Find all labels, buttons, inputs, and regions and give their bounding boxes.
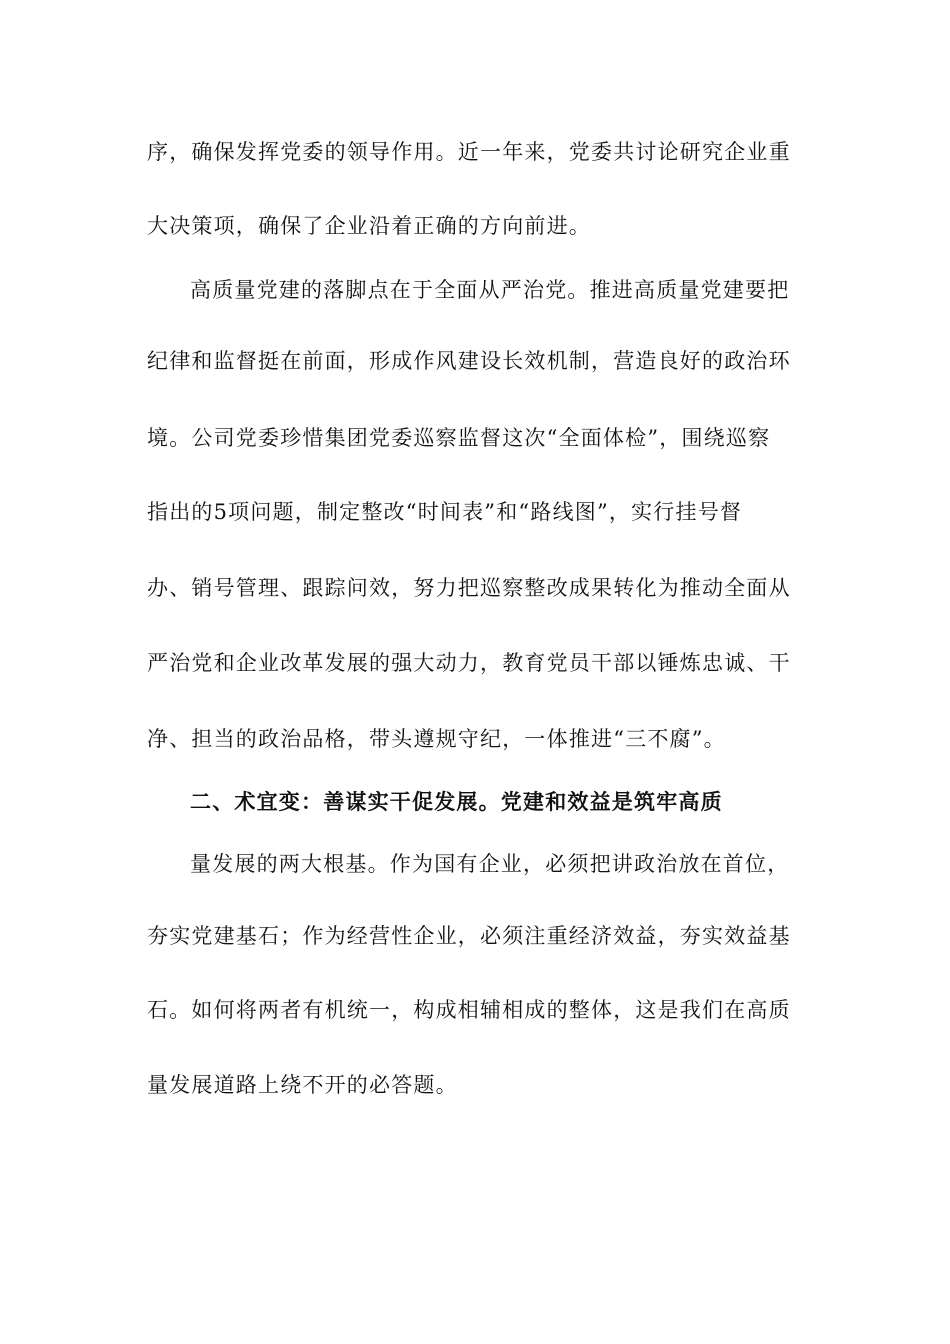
text-line: 大决策项，确保了企业沿着正确的方向前进。 bbox=[147, 214, 591, 238]
section-heading: 二、术宜变：善谋实干促发展。党建和效益是筑牢高质 bbox=[190, 790, 723, 814]
text-line: 指出的5项问题，制定整改“时间表”和“路线图”，实行挂号督 bbox=[147, 500, 743, 524]
text-line: 净、担当的政治品格，带头遵规守纪，一体推进“三不腐”。 bbox=[147, 727, 726, 751]
paragraph-start-line: 高质量党建的落脚点在于全面从严治党。推进高质量党建要把 bbox=[190, 278, 790, 302]
text-line: 办、销号管理、跟踪问效，努力把巡察整改成果转化为推动全面从 bbox=[147, 576, 791, 600]
text-line: 严治党和企业改革发展的强大动力，教育党员干部以锤炼忠诚、干 bbox=[147, 651, 791, 675]
text-line: 夯实党建基石；作为经营性企业，必须注重经济效益，夯实效益基 bbox=[147, 924, 791, 948]
text-line: 量发展的两大根基。作为国有企业，必须把讲政治放在首位， bbox=[190, 852, 790, 876]
text-line: 境。公司党委珍惜集团党委巡察监督这次“全面体检”，围绕巡察 bbox=[147, 426, 771, 450]
text-line: 纪律和监督挺在前面，形成作风建设长效机制，营造良好的政治环 bbox=[147, 349, 791, 373]
text-line: 量发展道路上绕不开的必答题。 bbox=[147, 1073, 458, 1097]
text-line: 序，确保发挥党委的领导作用。近一年来，党委共讨论研究企业重 bbox=[147, 140, 791, 164]
text-line: 石。如何将两者有机统一，构成相辅相成的整体，这是我们在高质 bbox=[147, 998, 791, 1022]
